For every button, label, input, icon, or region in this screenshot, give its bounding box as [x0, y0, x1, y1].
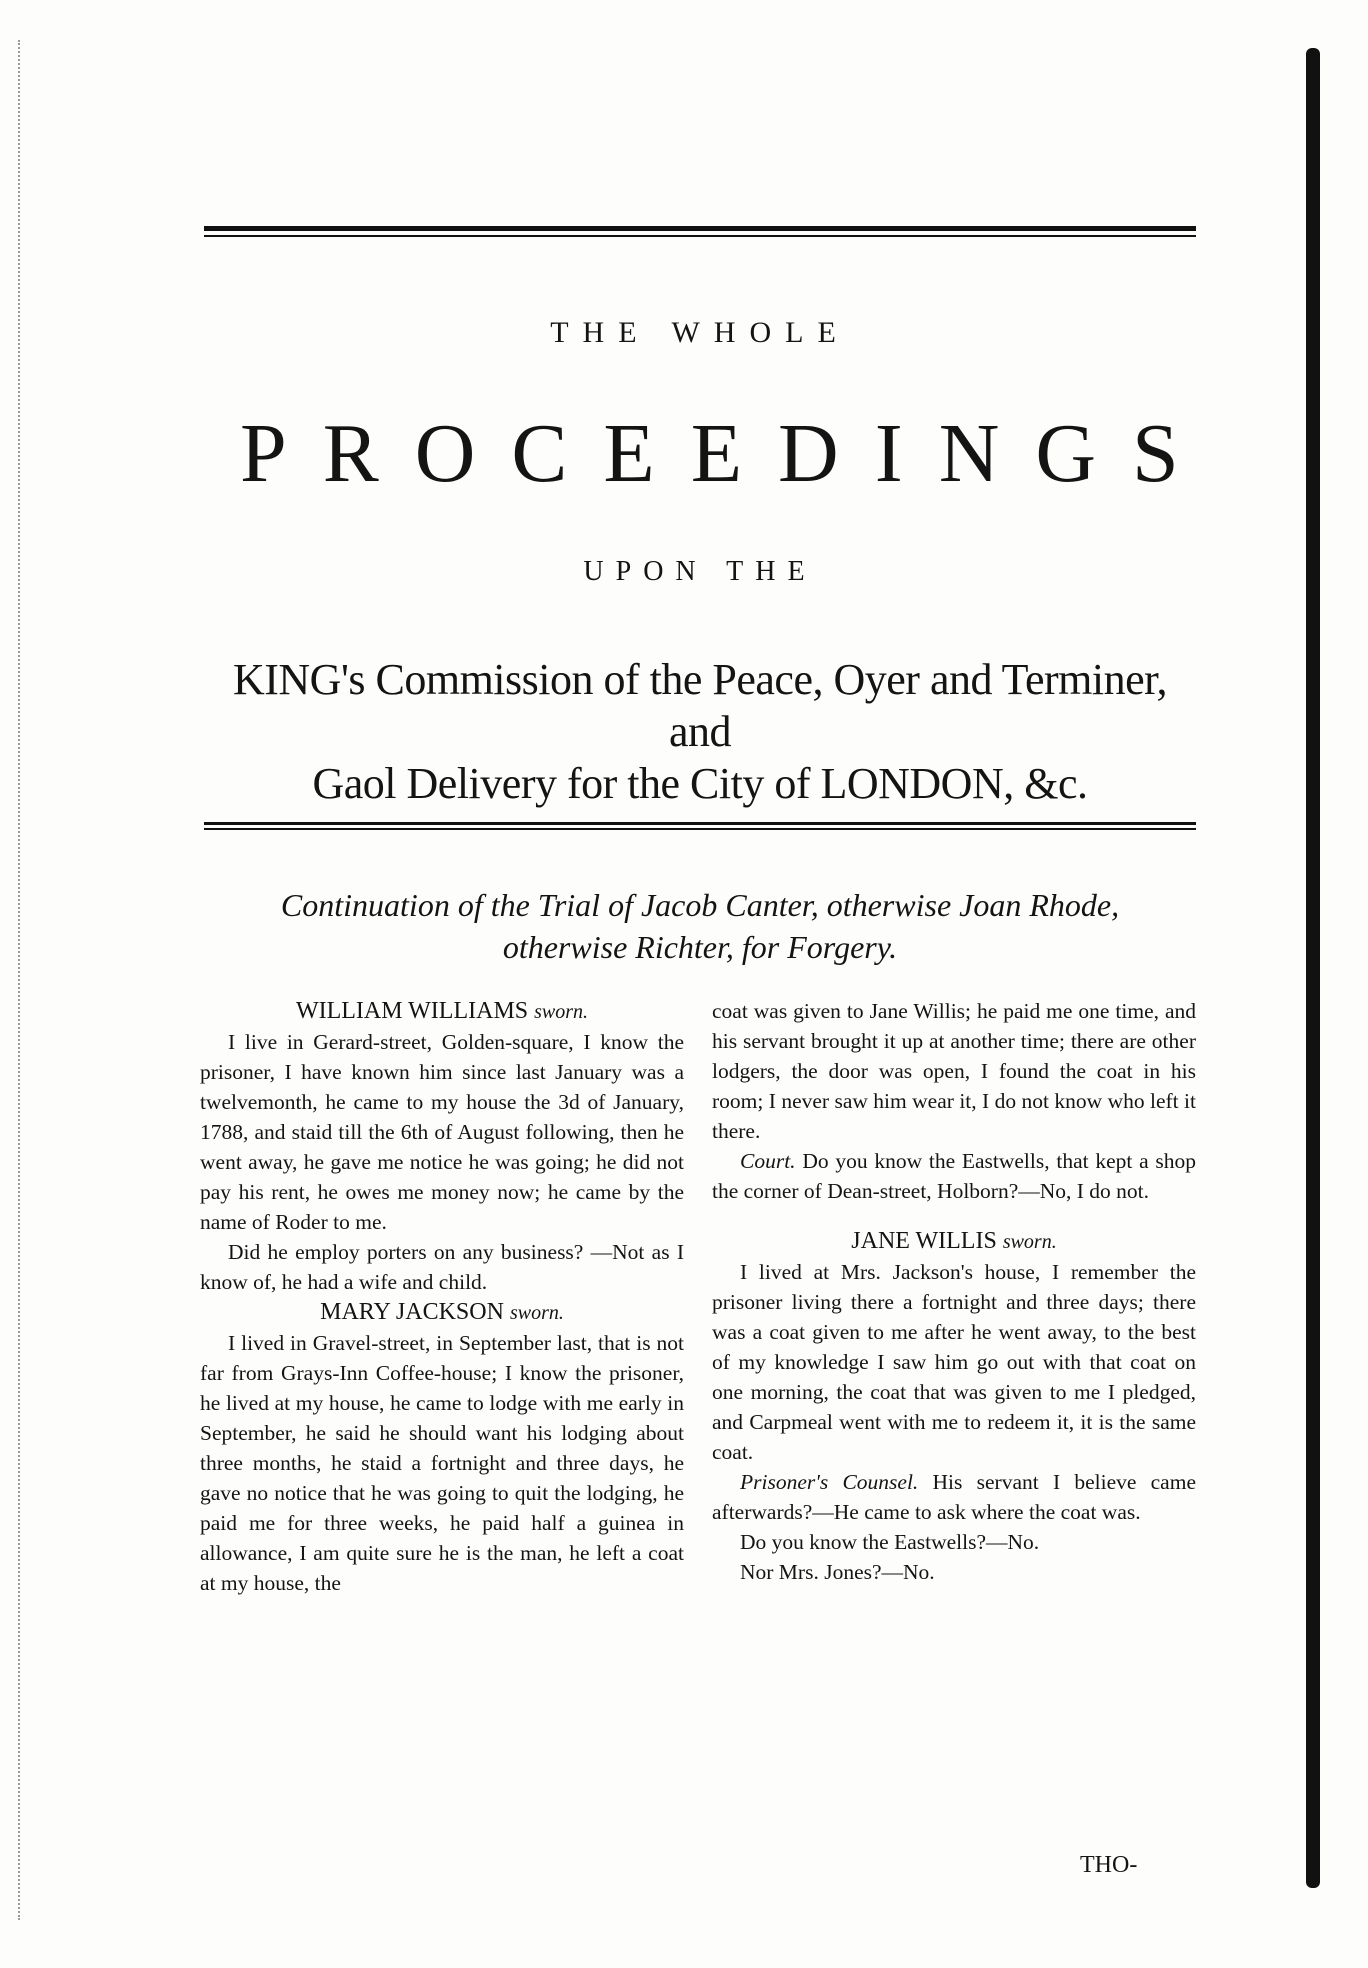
testimony-paragraph: I live in Gerard-street, Golden-square, I know the prisoner, I have known him since last January was a twelvemonth, he came to my house the 3d of January, 1788, and staid till the 6th of August following, then he went away, he gave me notice he was going; he did not pay his rent, he owes me money now; he came by the name of Roder to me. — [200, 1030, 684, 1234]
witness-heading-jackson — [200, 1297, 684, 1328]
heading-the-whole: THE WHOLE — [550, 316, 850, 349]
witness-name: MARY JACKSON — [320, 1299, 504, 1325]
witness-heading-williams — [200, 996, 684, 1027]
counsel-question-text: His servant I believe came afterwards?—He came to ask where the coat was. — [712, 1470, 1196, 1524]
testimony-paragraph: I lived in Gravel-street, in September last, that is not far from Grays-Inn Coffee-house; I know the prisoner, he lived at my house, he came to lodge with me early in September, he said he should want his lodging about three months, he staid a fortnight and three days, he gave no notice that he was going to quit the lodging, he paid me for three weeks, he paid half a guinea in allowance, I am quite sure he is the man, he left a coat at my house, the — [200, 1331, 684, 1595]
counsel-question — [712, 1467, 1196, 1527]
witness-sworn: sworn. — [509, 1302, 564, 1324]
spacer — [712, 1206, 1196, 1226]
question-paragraph: Did he employ porters on any business? —Not as I know of, he had a wife and child. — [200, 1240, 684, 1294]
left-column — [200, 996, 684, 1598]
right-binding-edge — [1306, 48, 1320, 1888]
testimony-paragraph: I lived at Mrs. Jackson's house, I remember the prisoner living there a fortnight and three days; there was a coat given to me after he went away, to the best of my knowledge I saw him go out with that coat on one morning, the coat that was given to me I pledged, and Carpmeal went with me to redeem it, it is the same coat. — [712, 1260, 1196, 1464]
speaker-label: Prisoner's Counsel. — [740, 1470, 919, 1494]
heading-commission — [204, 654, 1196, 810]
witness-sworn: sworn. — [1002, 1231, 1057, 1253]
commission-line-1: KING's Commission of the Peace, Oyer and Terminer, and — [232, 655, 1168, 756]
court-question — [712, 1146, 1196, 1206]
question-paragraph: Do you know the Eastwells?—No. — [740, 1530, 1040, 1554]
trial-subtitle — [204, 884, 1196, 968]
middle-double-rule — [204, 822, 1196, 830]
question-paragraph: Nor Mrs. Jones?—No. — [740, 1560, 935, 1584]
top-double-rule — [204, 226, 1196, 237]
witness-sworn: sworn. — [534, 1001, 589, 1023]
left-binding-edge — [18, 40, 26, 1920]
catchword: THO- — [1080, 1852, 1138, 1878]
witness-heading-willis — [712, 1226, 1196, 1257]
court-question-text: Do you know the Eastwells, that kept a shop the corner of Dean-street, Holborn?—No, I do not. — [712, 1149, 1197, 1203]
trial-subtitle-line-2: otherwise Richter, for Forgery. — [502, 929, 898, 965]
trial-subtitle-line-1: Continuation of the Trial of Jacob Canter, otherwise Joan Rhode, — [280, 887, 1120, 923]
commission-line-2: Gaol Delivery for the City of LONDON, &c. — [312, 759, 1088, 808]
speaker-label: Court. — [740, 1149, 796, 1173]
heading-proceedings: PROCEEDINGS — [240, 407, 1215, 500]
testimony-continuation: coat was given to Jane Willis; he paid me one time, and his servant brought it up at another time; there are other lodgers, the door was open, I found the coat in his room; I never saw him wear it, I do not know who left it there. — [712, 999, 1196, 1143]
witness-name: JANE WILLIS — [851, 1228, 997, 1254]
right-column — [712, 996, 1196, 1587]
witness-name: WILLIAM WILLIAMS — [295, 998, 529, 1024]
heading-upon-the: UPON THE — [583, 556, 817, 587]
